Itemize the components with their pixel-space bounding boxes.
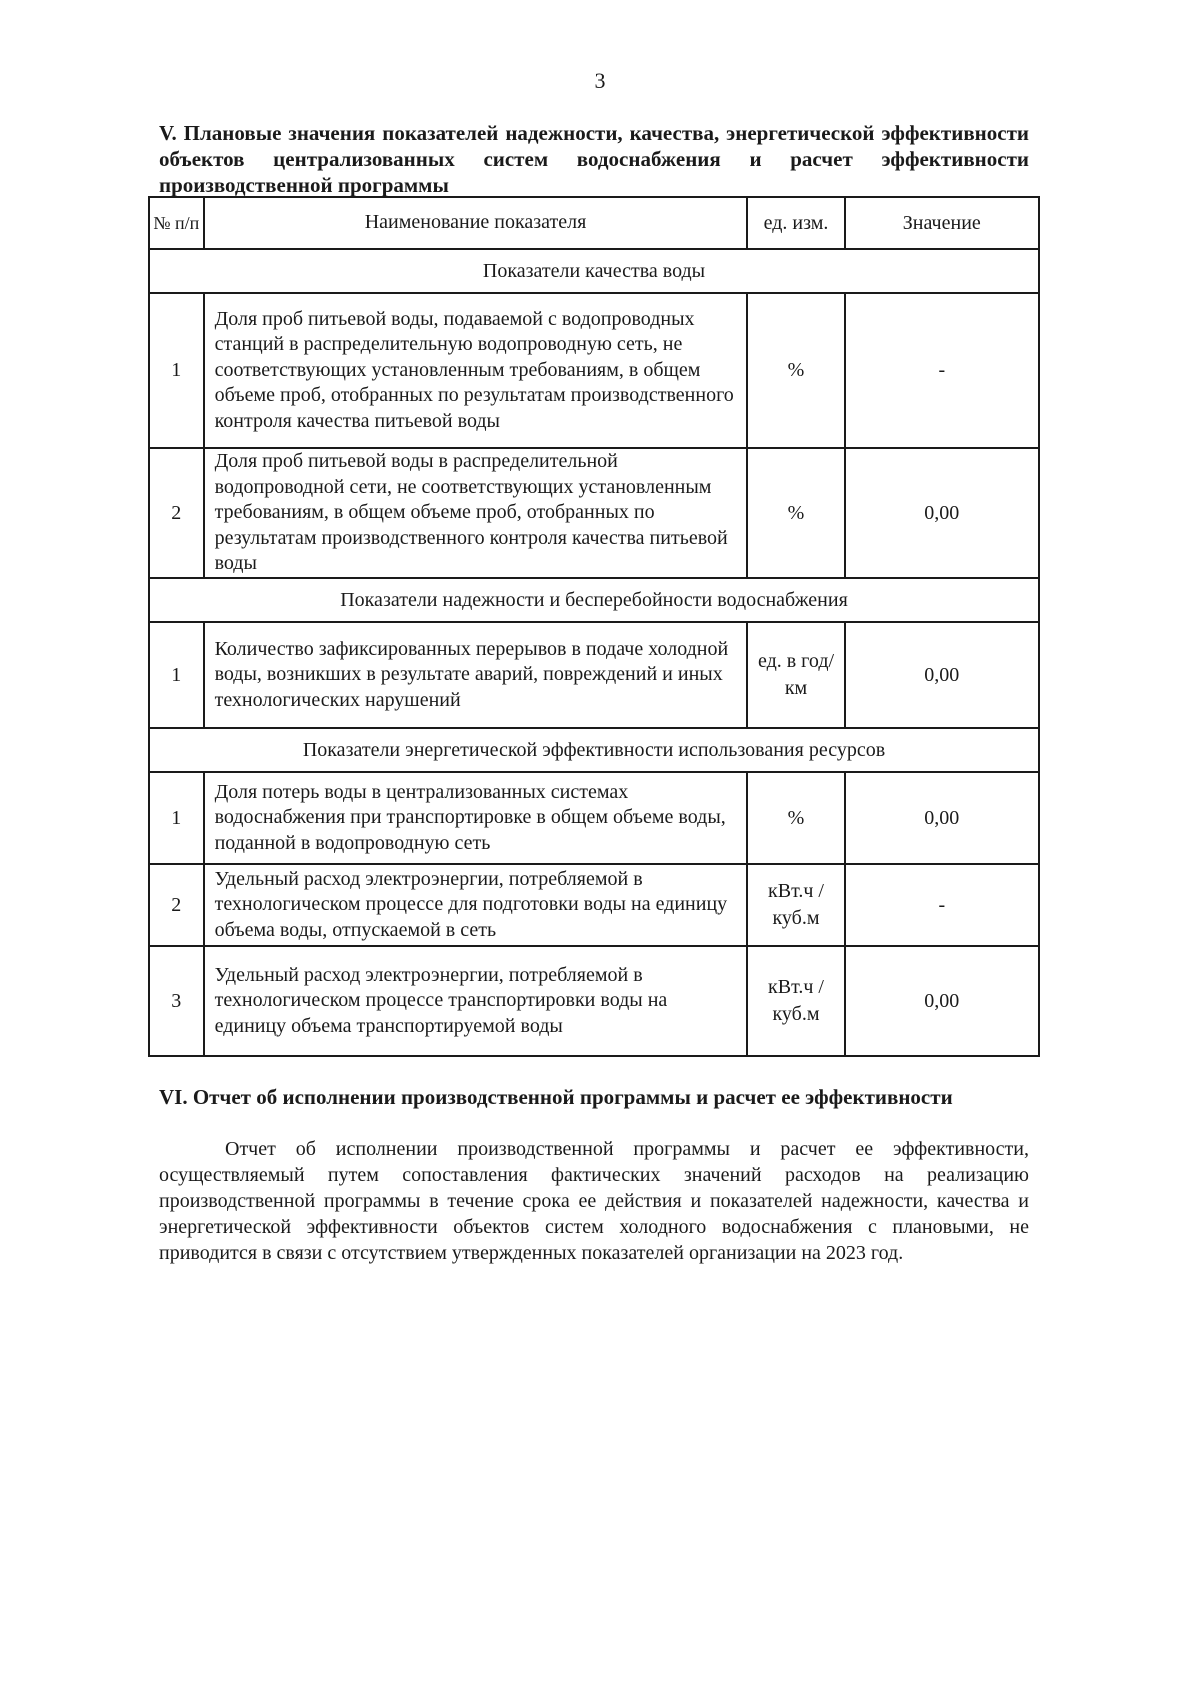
row-name: Удельный расход электроэнергии, потребляемой в технологическом процессе для подготовки воды на единицу объема воды, отпускаемой в сеть bbox=[204, 864, 748, 946]
section-6-title: VI. Отчет об исполнении производственной программы и расчет ее эффективности bbox=[159, 1085, 953, 1109]
row-unit: кВт.ч / куб.м bbox=[747, 946, 844, 1056]
row-name: Доля проб питьевой воды в распределительной водопроводной сети, не соответствующих установленным требованиям, в общем объеме проб, отобранных по результатам производственного контроля качества питьевой воды bbox=[204, 448, 748, 578]
table-row bbox=[149, 622, 1039, 728]
header-name: Наименование показателя bbox=[204, 197, 748, 249]
table-row bbox=[149, 293, 1039, 448]
header-unit: ед. изм. bbox=[747, 197, 844, 249]
page-number: 3 bbox=[594, 68, 606, 93]
row-num: 1 bbox=[149, 772, 204, 864]
row-num: 3 bbox=[149, 946, 204, 1056]
group-title: Показатели надежности и бесперебойности водоснабжения bbox=[149, 578, 1039, 622]
row-name: Доля проб питьевой воды, подаваемой с водопроводных станций в распределительную водопроводную сеть, не соответствующих установленным требованиям, в общем объеме проб, отобранных по результатам производственного контроля качества питьевой воды bbox=[204, 293, 748, 448]
header-num: № п/п bbox=[149, 197, 204, 249]
group-row-reliability bbox=[149, 578, 1039, 622]
table-header-row bbox=[149, 197, 1039, 249]
row-num: 1 bbox=[149, 293, 204, 448]
group-title: Показатели энергетической эффективности использования ресурсов bbox=[149, 728, 1039, 772]
table-row bbox=[149, 448, 1039, 578]
row-unit: кВт.ч / куб.м bbox=[747, 864, 844, 946]
group-title: Показатели качества воды bbox=[149, 249, 1039, 293]
row-value: 0,00 bbox=[845, 772, 1039, 864]
report-paragraph: Отчет об исполнении производственной программы и расчет ее эффективности, осуществляемый путем сопоставления фактических значений расходов на реализацию производственной программы в течение срока ее действия и показателей надежности, качества и энергетической эффективности объектов систем холодного водоснабжения с плановыми, не приводится в связи с отсутствием утвержденных показателей организации на 2023 год. bbox=[159, 1138, 1029, 1264]
row-unit: % bbox=[747, 293, 844, 448]
header-value: Значение bbox=[845, 197, 1039, 249]
row-value: 0,00 bbox=[845, 448, 1039, 578]
group-row-energy bbox=[149, 728, 1039, 772]
table-row bbox=[149, 864, 1039, 946]
row-unit: % bbox=[747, 772, 844, 864]
table-row bbox=[149, 772, 1039, 864]
section-5-title: V. Плановые значения показателей надежности, качества, энергетической эффективности объектов централизованных систем водоснабжения и расчет эффективности производственной программы bbox=[159, 121, 1029, 197]
row-value: 0,00 bbox=[845, 946, 1039, 1056]
row-unit: % bbox=[747, 448, 844, 578]
row-num: 1 bbox=[149, 622, 204, 728]
row-value: - bbox=[845, 864, 1039, 946]
row-name: Доля потерь воды в централизованных системах водоснабжения при транспортировке в общем объеме воды, поданной в водопроводную сеть bbox=[204, 772, 748, 864]
row-name: Количество зафиксированных перерывов в подаче холодной воды, возникших в результате аварий, повреждений и иных технологических нарушений bbox=[204, 622, 748, 728]
row-unit: ед. в год/ км bbox=[747, 622, 844, 728]
row-num: 2 bbox=[149, 448, 204, 578]
row-value: 0,00 bbox=[845, 622, 1039, 728]
row-value: - bbox=[845, 293, 1039, 448]
row-name: Удельный расход электроэнергии, потребляемой в технологическом процессе транспортировки воды на единицу объема транспортируемой воды bbox=[204, 946, 748, 1056]
row-num: 2 bbox=[149, 864, 204, 946]
table-row bbox=[149, 946, 1039, 1056]
group-row-quality bbox=[149, 249, 1039, 293]
indicators-table bbox=[148, 196, 1040, 1057]
